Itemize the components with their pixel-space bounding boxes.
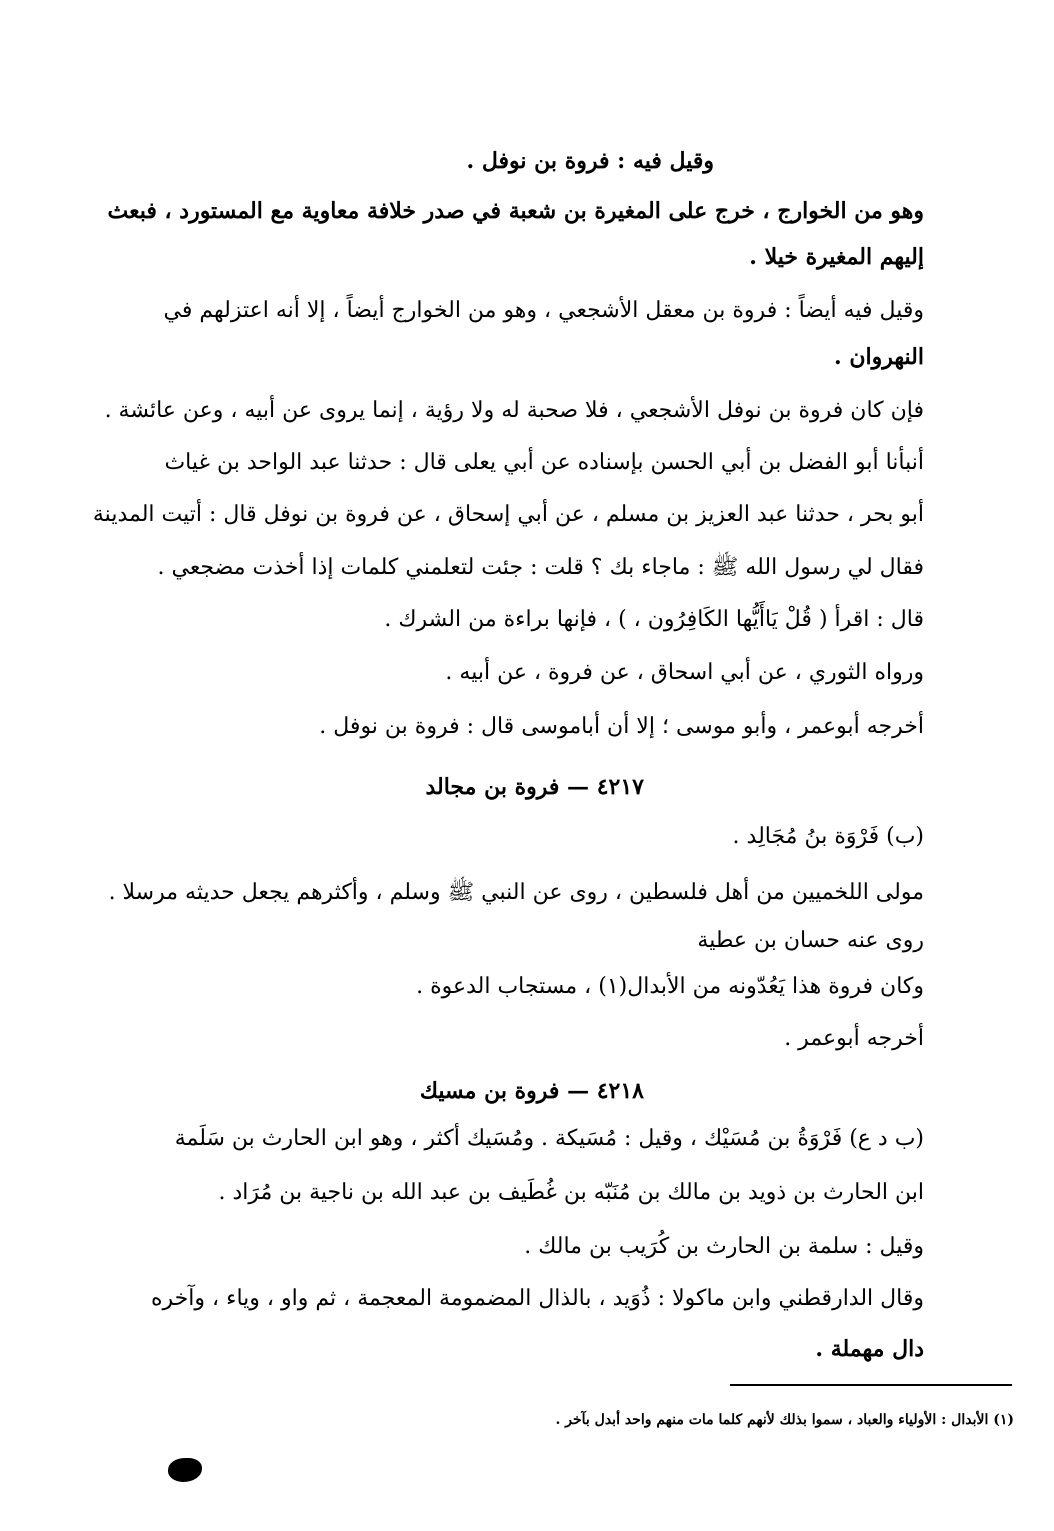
text-line-17: أخرجه أبوعمر .: [784, 1026, 924, 1051]
footnote: (١) الأبدال : الأولياء والعباد ، سموا بذلك لأنهم كلما مات منهم واحد أبدل بآخر .: [555, 1412, 1014, 1428]
text-line-9: فقال لي رسول الله ﷺ : ماجاء بك ؟ قلت : جئت لتعلمني كلمات إذا أخذت مضجعي .: [157, 555, 924, 580]
text-line-10: قال : اقرأ ( قُلْ يَاأَيُّها الكَافِرُون ، ) ، فإنها براءة من الشرك .: [384, 607, 924, 632]
entry-heading-4217: ٤٢١٧ — فروة بن مجالد: [425, 774, 644, 800]
text-line-11: ورواه الثوري ، عن أبي اسحاق ، عن فروة ، عن أبيه .: [445, 660, 924, 685]
page-number-mark: [168, 1458, 202, 1482]
text-line-13: (ب) فَرْوَة بنُ مُجَالِد .: [732, 824, 924, 849]
text-line-3: إليهم المغيرة خيلا .: [749, 244, 924, 270]
footnote-divider: [730, 1384, 1012, 1386]
text-line-21: وقال الدارقطني وابن ماكولا : ذُوَيد ، بالذال المضمومة المعجمة ، ثم واو ، وياء ، وآخره: [151, 1286, 924, 1311]
text-line-19: ابن الحارث بن ذويد بن مالك بن مُنَبّه بن غُطَيف بن عبد الله بن ناجية بن مُرَاد .: [218, 1180, 924, 1205]
text-line-1: وقيل فيه : فروة بن نوفل .: [466, 148, 714, 174]
text-line-6: فإن كان فروة بن نوفل الأشجعي ، فلا صحبة له ولا رؤية ، إنما يروى عن أبيه ، وعن عائشة .: [104, 398, 924, 423]
text-line-14: مولى اللخميين من أهل فلسطين ، روى عن النبي ﷺ وسلم ، وأكثرهم يجعل حديثه مرسلا .: [108, 880, 924, 905]
text-line-12: أخرجه أبوعمر ، وأبو موسى ؛ إلا أن أباموسى قال : فروة بن نوفل .: [319, 714, 924, 739]
text-line-20: وقيل : سلمة بن الحارث بن كُرَيب بن مالك .: [524, 1234, 924, 1259]
text-line-18: (ب د ع) فَرْوَةُ بن مُسَيْك ، وقيل : مُسَيكة . ومُسَيك أكثر ، وهو ابن الحارث بن سَلَمة: [174, 1126, 924, 1151]
text-line-22: دال مهملة .: [815, 1336, 924, 1362]
text-line-2: وهو من الخوارج ، خرج على المغيرة بن شعبة في صدر خلافة معاوية مع المستورد ، فبعث: [107, 198, 924, 224]
text-line-15: روى عنه حسان بن عطية: [697, 928, 924, 953]
text-line-4: وقيل فيه أيضاً : فروة بن معقل الأشجعي ، وهو من الخوارج أيضاً ، إلا أنه اعتزلهم في: [163, 298, 924, 323]
text-line-8: أبو بحر ، حدثنا عبد العزيز بن مسلم ، عن أبي إسحاق ، عن فروة بن نوفل قال : أتيت المدينة: [92, 502, 924, 527]
text-line-7: أنبأنا أبو الفضل بن أبي الحسن بإسناده عن أبي يعلى قال : حدثنا عبد الواحد بن غياث: [164, 450, 924, 475]
entry-heading-4218: ٤٢١٨ — فروة بن مسيك: [419, 1078, 644, 1104]
text-line-5: النهروان .: [834, 344, 924, 370]
text-line-16: وكان فروة هذا يَعُدّونه من الأبدال(١) ، مستجاب الدعوة .: [416, 974, 924, 999]
